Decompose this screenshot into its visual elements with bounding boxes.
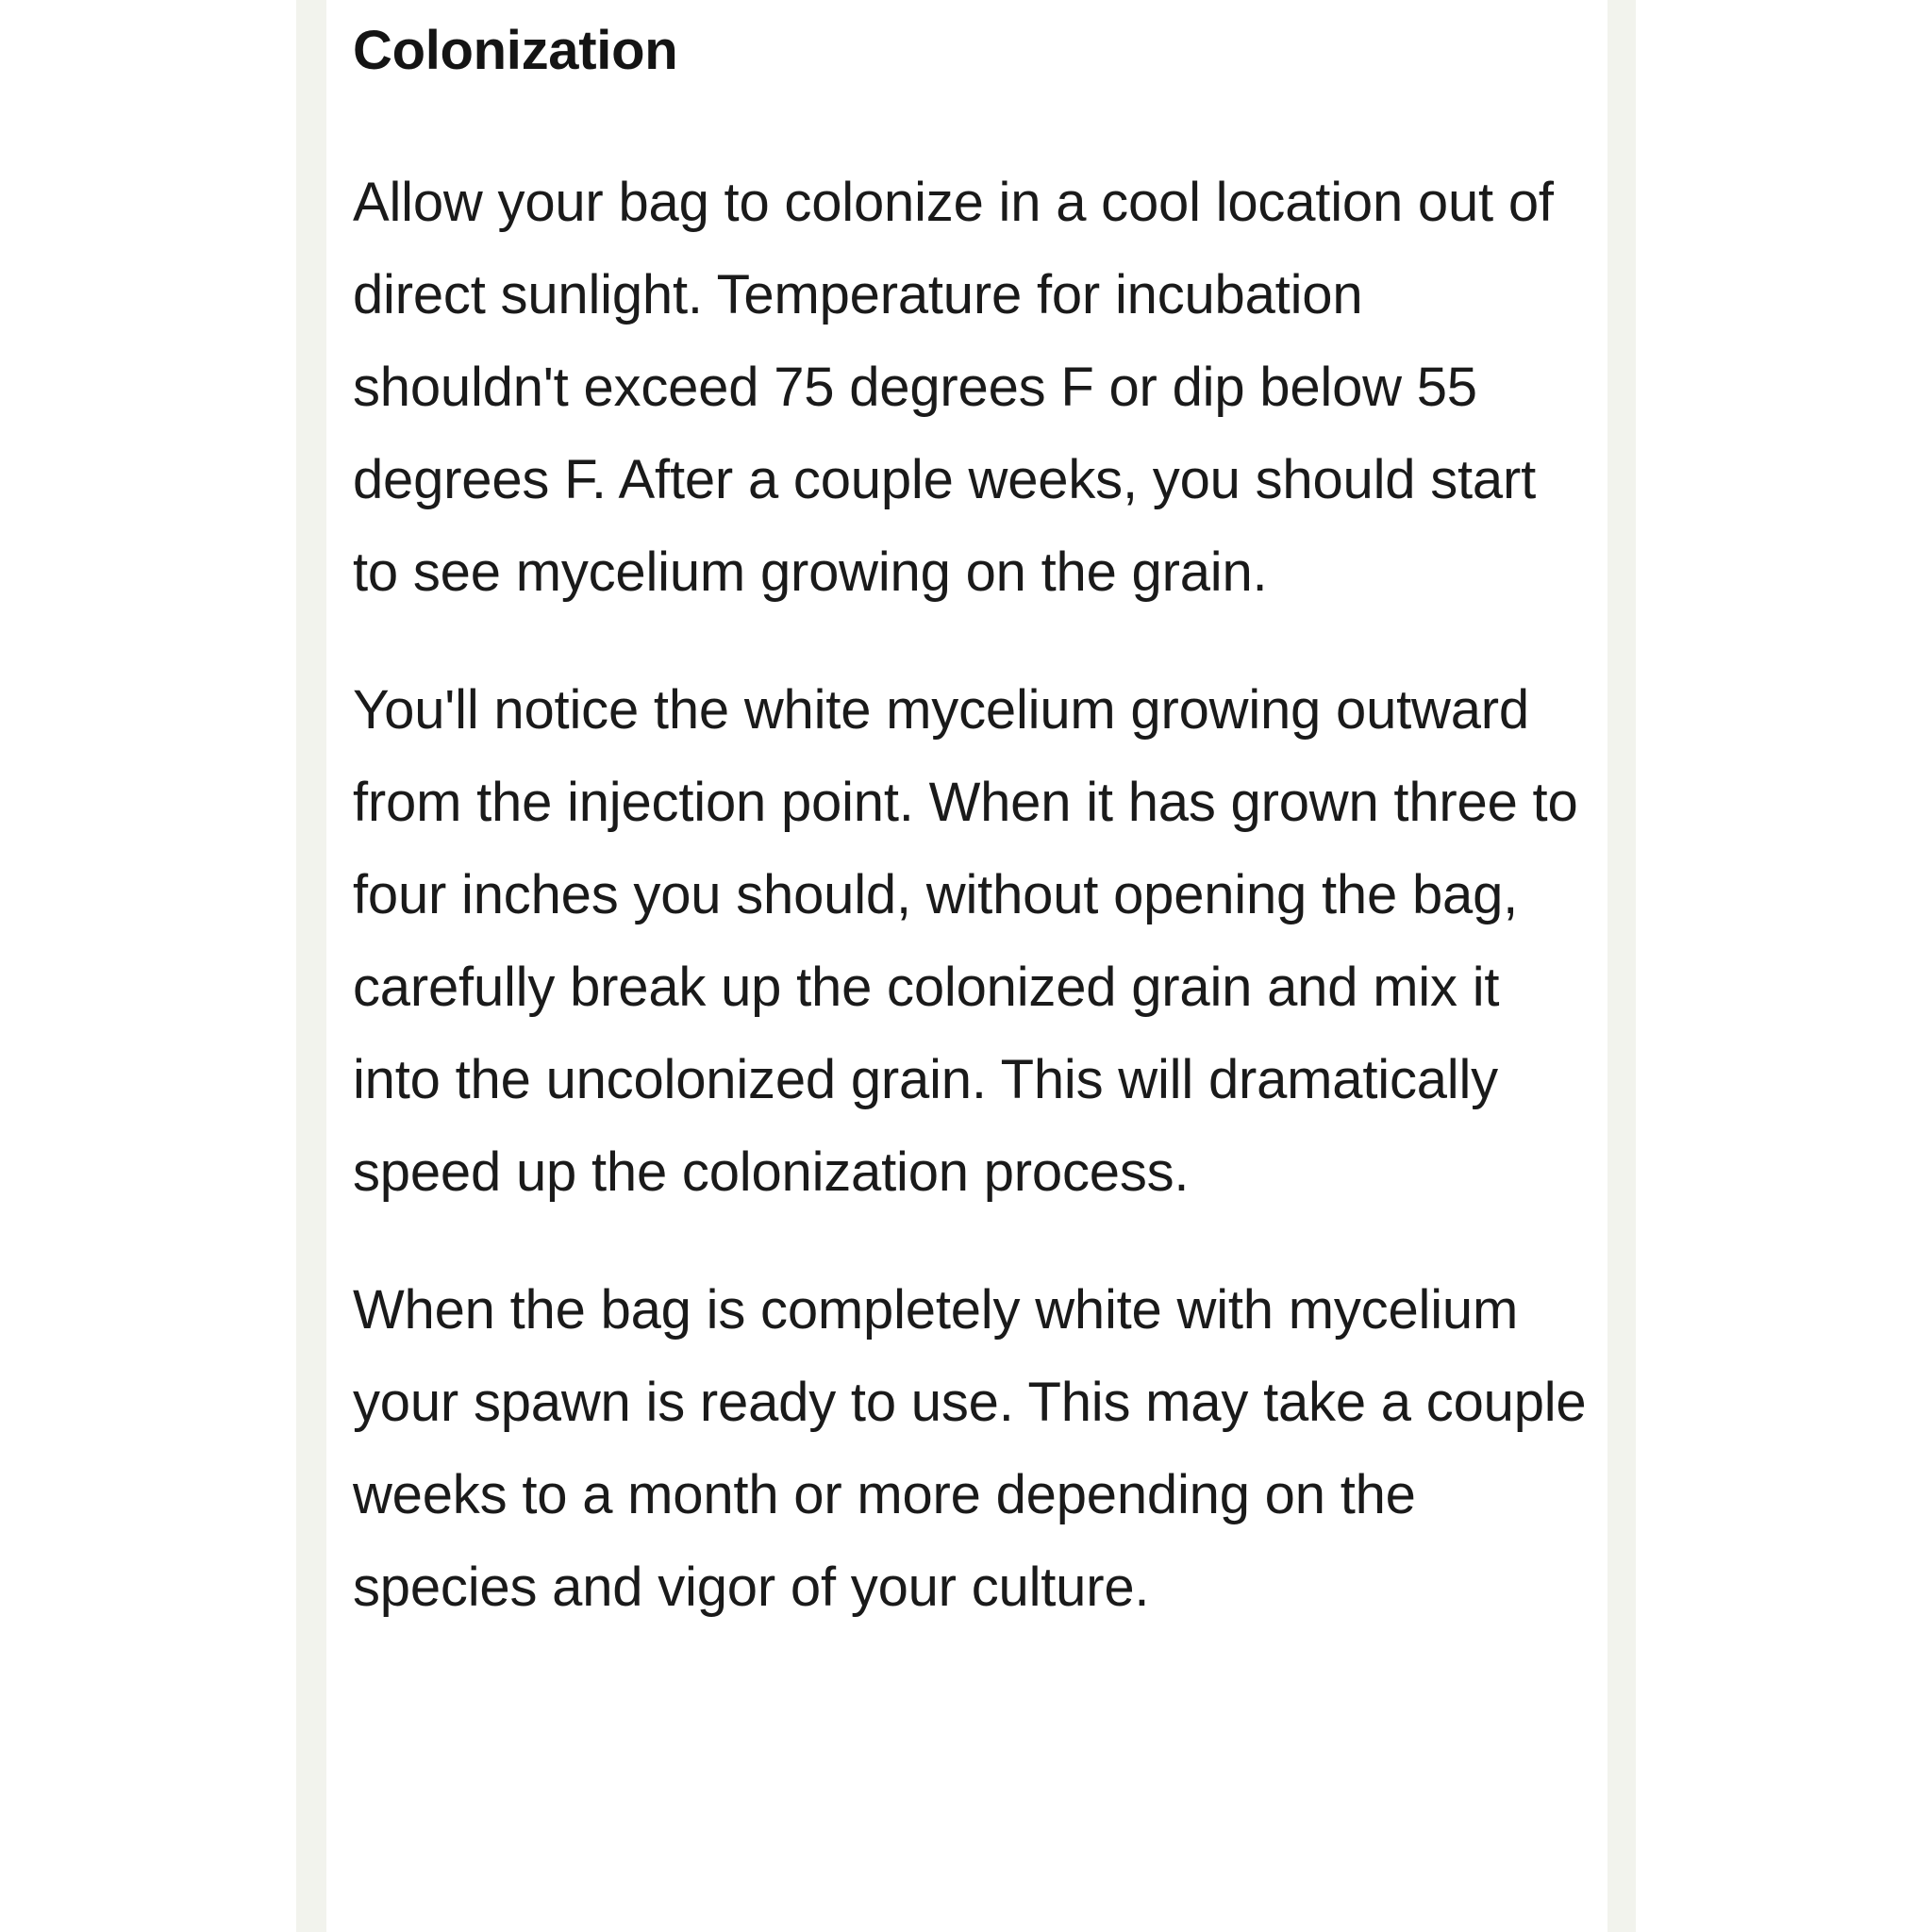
paragraph-incubation: Allow your bag to colonize in a cool location out of direct sunlight. Temperature for incubation shouldn't exceed 75 degrees F or dip below 55 degrees F. After a couple weeks, you should start to see mycelium growing on the grain. — [353, 172, 1554, 603]
paragraph-break-up-grain: You'll notice the white mycelium growing outward from the injection point. When it has grown three to four inches you should, without opening the bag, carefully break up the colonized grain and mix it into the uncolonized grain. This will dramatically speed up the colonization process. — [353, 679, 1578, 1203]
paragraph-spawn-ready: When the bag is completely white with mycelium your spawn is ready to use. This may take a couple weeks to a month or more depending on the species and vigor of your culture. — [353, 1279, 1587, 1618]
section-heading: Colonization — [353, 20, 678, 81]
article-content — [353, 17, 1589, 1634]
